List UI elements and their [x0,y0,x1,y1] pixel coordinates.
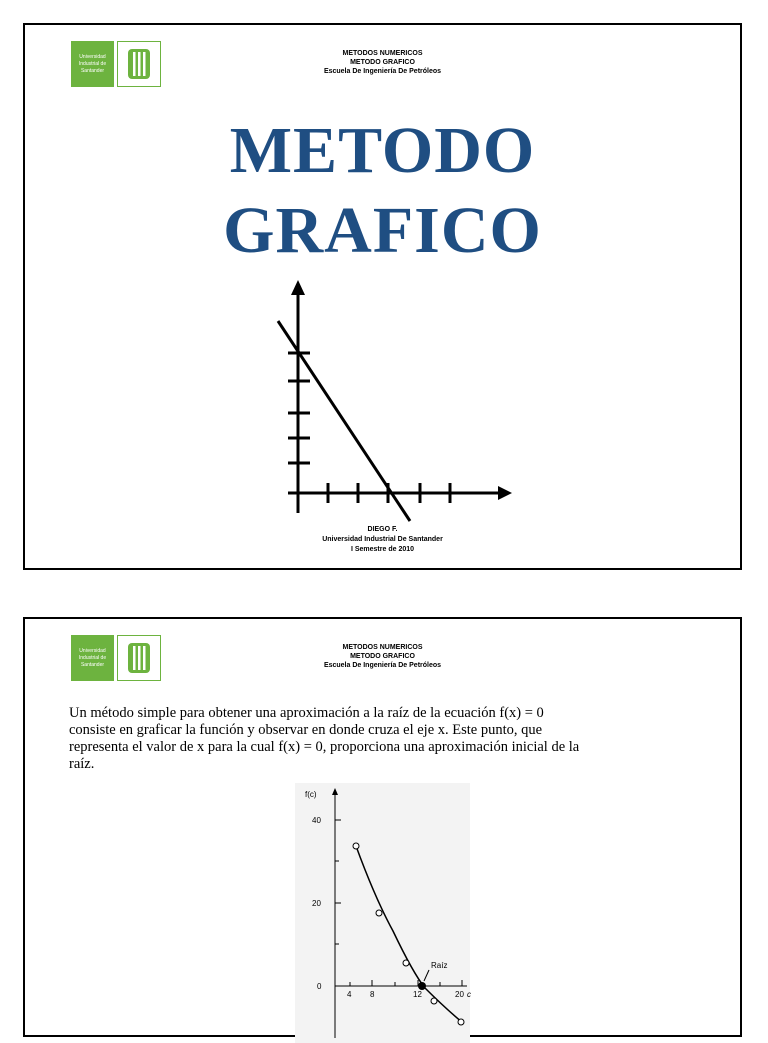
logo-line-3: Santander [80,67,105,74]
y-axis-arrow [291,280,305,295]
slide-header [25,643,740,670]
x-tick-12: 12 [413,990,422,999]
graphic-method-sketch [270,275,520,525]
title-line-2: GRAFICO [223,194,542,267]
logo-line-2: Industrial de [78,60,107,67]
header-course: METODOS NUMERICOS [342,50,423,57]
x-tick-20: 20 [455,990,464,999]
x-axis-arrow [498,486,512,500]
explanation-paragraph [69,705,701,773]
y-axis-arrow [332,788,338,795]
logo-line-1: Universidad [79,53,106,60]
data-point [431,998,437,1004]
para-line-3: representa el valor de x para la cual f(x) = 0, proporciona una aproximación inicial de la [69,739,580,755]
y-ticks [335,820,341,944]
function-plot-figure [295,783,470,1043]
slide-title [25,111,740,271]
logo-line-1: Universidad [79,647,106,654]
footer-author: DIEGO F. [367,526,398,533]
data-point [458,1019,464,1025]
para-line-1: Un método simple para obtener una aproximación a la raíz de la ecuación f(x) = 0 [69,705,544,721]
header-topic: METODO GRAFICO [350,653,415,660]
header-course: METODOS NUMERICOS [342,644,423,651]
x-tick-8: 8 [370,990,375,999]
slide-header [25,49,740,76]
data-point [353,843,359,849]
para-line-2: consiste en graficar la función y observar en donde cruza el eje x. Este punto, que [69,722,543,738]
header-school: Escuela De Ingeniería De Petróleos [323,662,442,669]
y-tick-40: 40 [312,816,321,825]
x-ticks [350,980,462,986]
slide-2 [23,617,742,1037]
logo-line-2: Industrial de [78,654,107,661]
x-axis-label: c [467,990,471,999]
footer-university: Universidad Industrial De Santander [322,536,443,543]
slide-footer [25,525,740,555]
root-label: Raíz [431,961,448,970]
header-topic: METODO GRAFICO [350,59,415,66]
para-line-4: raíz. [69,756,95,772]
title-line-1: METODO [229,114,536,187]
slide-1 [23,23,742,570]
data-point [403,960,409,966]
root-arrow [424,970,429,981]
footer-term: I Semestre de 2010 [350,546,415,553]
header-school: Escuela De Ingeniería De Petróleos [323,68,442,75]
y-tick-0: 0 [317,982,322,991]
y-axis-label: f(c) [305,790,317,799]
x-tick-4: 4 [347,990,352,999]
y-tick-20: 20 [312,899,321,908]
data-point [376,910,382,916]
root-point [418,982,426,990]
logo-line-3: Santander [80,661,105,668]
